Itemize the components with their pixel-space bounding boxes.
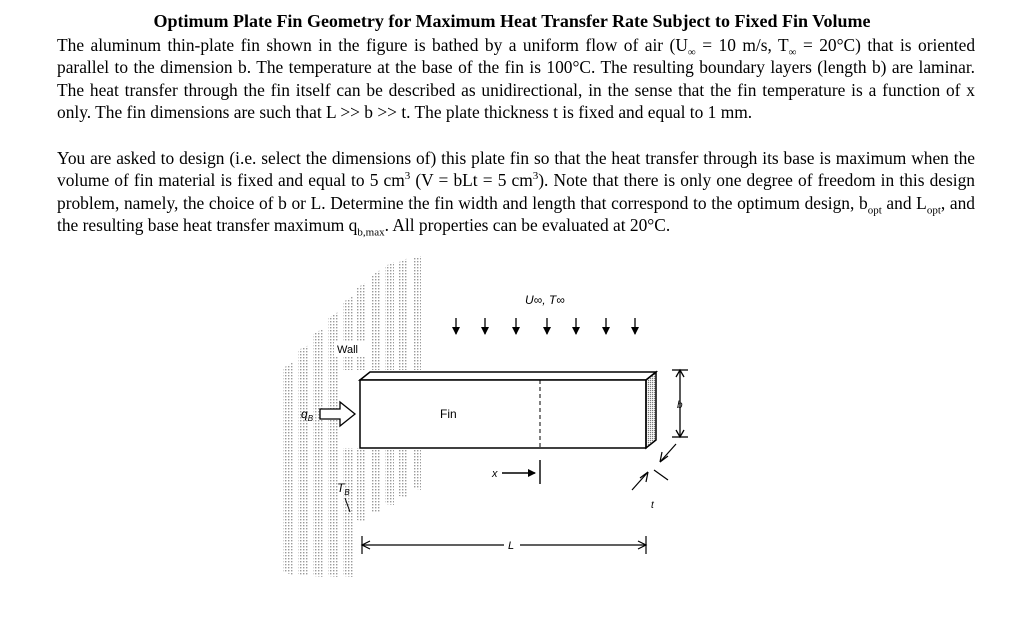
t-dimension <box>632 444 676 490</box>
flow-label: U∞, T∞ <box>525 293 565 307</box>
problem-title: Optimum Plate Fin Geometry for Maximum Heat Transfer Rate Subject to Fixed Fin Volume <box>153 11 871 31</box>
p1-text-b: = 10 m/s, T <box>695 35 789 55</box>
t-label: t <box>651 500 654 511</box>
p2-sup-2: 3 <box>532 170 539 183</box>
flow-arrows <box>456 318 635 334</box>
p1-sub-inf-1: ∞ <box>687 46 696 59</box>
p2-text-d: and L <box>881 192 927 213</box>
p1-text-a: The aluminum thin-plate fin shown in the figure is bathed by a uniform flow of air (U <box>57 35 688 55</box>
p2-text-f: . All properties can be evaluated at 20°C. <box>384 215 671 236</box>
p2-sub-opt-1: opt <box>867 204 882 217</box>
fin-label: Fin <box>440 407 457 421</box>
p2-text-e: , and the resulting base heat transfer maximum q <box>57 192 975 236</box>
p2-text-a: You are asked to design (i.e. select the dimensions of) this plate fin so that the heat transfer through its base is maximum when the volume of fin material is fixed and equal to 5 cm <box>57 148 975 191</box>
p2-text-c: ). Note that there is only one degree of freedom in this design problem, namely, the choice of b or L. Determine the fin width and length that correspond to the optimum design, b <box>57 170 975 213</box>
L-label: L <box>508 540 515 552</box>
L-dimension <box>362 536 646 554</box>
wall-label: Wall <box>337 344 358 356</box>
temp-label-sub: B <box>344 488 350 497</box>
x-label: x <box>492 468 498 480</box>
p2-sub-bmax: b,max <box>357 226 385 239</box>
p1-sub-inf-2: ∞ <box>788 46 797 59</box>
heat-label <box>301 407 314 423</box>
p2-sup-1: 3 <box>404 170 411 183</box>
heat-label-q: q <box>301 407 308 421</box>
p1-text-c: = 20°C) that is oriented parallel to the dimension b. The temperature at the base of the fin is 100°C. The resulting boundary layers (length b) are laminar. The heat transfer through the fin itself can be described as unidirectional, in the sense that the fin temperature is a function of x only. The fin dimensions are such that L >> b >> t. The plate thickness t is fixed and equal to 1 mm. <box>57 35 976 123</box>
heat-label-sub: B <box>307 414 314 423</box>
fin-body <box>360 372 656 448</box>
temp-label-t: T <box>337 481 345 495</box>
p2-text-b: (V = bLt = 5 cm <box>410 170 533 191</box>
b-label: b <box>677 400 683 411</box>
p2-sub-opt-2: opt <box>926 204 941 217</box>
